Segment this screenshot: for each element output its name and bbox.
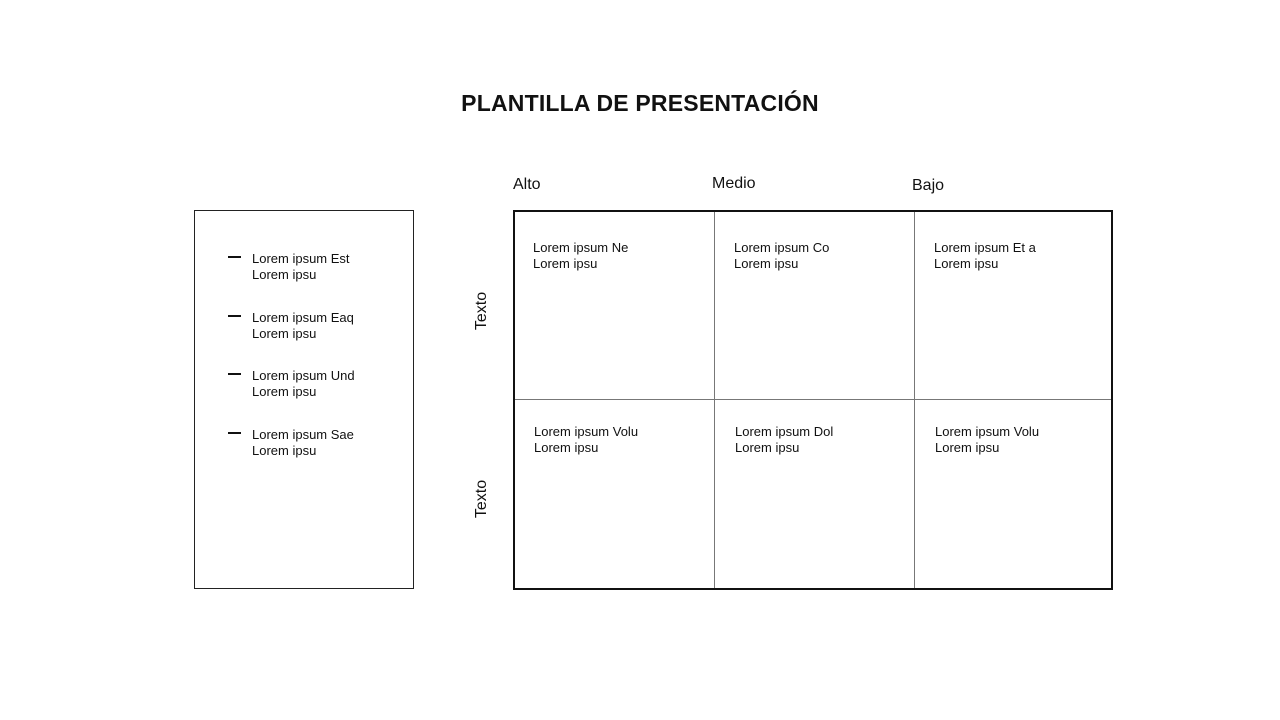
dash-bullet-icon <box>228 256 241 258</box>
row-label-top: Texto <box>473 291 490 331</box>
list-item-text <box>252 251 402 283</box>
grid-cell-line1: Lorem ipsum Co <box>734 240 830 255</box>
dash-bullet-icon <box>228 432 241 434</box>
grid-cell-text <box>934 240 1104 272</box>
grid-cell-text <box>534 424 704 456</box>
list-item-line2: Lorem ipsu <box>252 326 317 341</box>
bullet-list-panel <box>194 210 414 589</box>
grid-cell-line2: Lorem ipsu <box>735 440 800 455</box>
grid-cell-line1: Lorem ipsum Volu <box>534 424 639 439</box>
grid-cell-line1: Lorem ipsum Volu <box>935 424 1040 439</box>
grid-cell-line1: Lorem ipsum Dol <box>735 424 834 439</box>
grid-cell-text <box>935 424 1105 456</box>
grid-cell-text <box>533 240 703 272</box>
column-header-medio: Medio <box>712 175 756 192</box>
grid-cell-text <box>735 424 905 456</box>
matrix-grid <box>513 210 1113 590</box>
list-item-text <box>252 368 402 400</box>
grid-cell-line2: Lorem ipsu <box>534 440 599 455</box>
list-item-line1: Lorem ipsum Sae <box>252 427 354 442</box>
column-header-bajo: Bajo <box>912 177 945 194</box>
list-item-line2: Lorem ipsu <box>252 443 317 458</box>
grid-divider <box>914 212 915 588</box>
list-item-text <box>252 427 402 459</box>
list-item-line1: Lorem ipsum Eaq <box>252 310 354 325</box>
list-item-line1: Lorem ipsum Und <box>252 368 355 383</box>
page-title: PLANTILLA DE PRESENTACIÓN <box>461 90 819 116</box>
row-label-bottom: Texto <box>473 479 490 519</box>
grid-divider <box>714 212 715 588</box>
dash-bullet-icon <box>228 373 241 375</box>
list-item-line1: Lorem ipsum Est <box>252 251 350 266</box>
list-item-line2: Lorem ipsu <box>252 384 317 399</box>
list-item-text <box>252 310 402 342</box>
dash-bullet-icon <box>228 315 241 317</box>
grid-cell-line2: Lorem ipsu <box>734 256 799 271</box>
list-item-line2: Lorem ipsu <box>252 267 317 282</box>
grid-cell-line2: Lorem ipsu <box>533 256 598 271</box>
grid-cell-line1: Lorem ipsum Ne <box>533 240 629 255</box>
grid-cell-line1: Lorem ipsum Et a <box>934 240 1036 255</box>
grid-divider <box>515 399 1111 400</box>
grid-cell-line2: Lorem ipsu <box>934 256 999 271</box>
grid-cell-text <box>734 240 904 272</box>
column-header-alto: Alto <box>513 176 541 193</box>
grid-cell-line2: Lorem ipsu <box>935 440 1000 455</box>
